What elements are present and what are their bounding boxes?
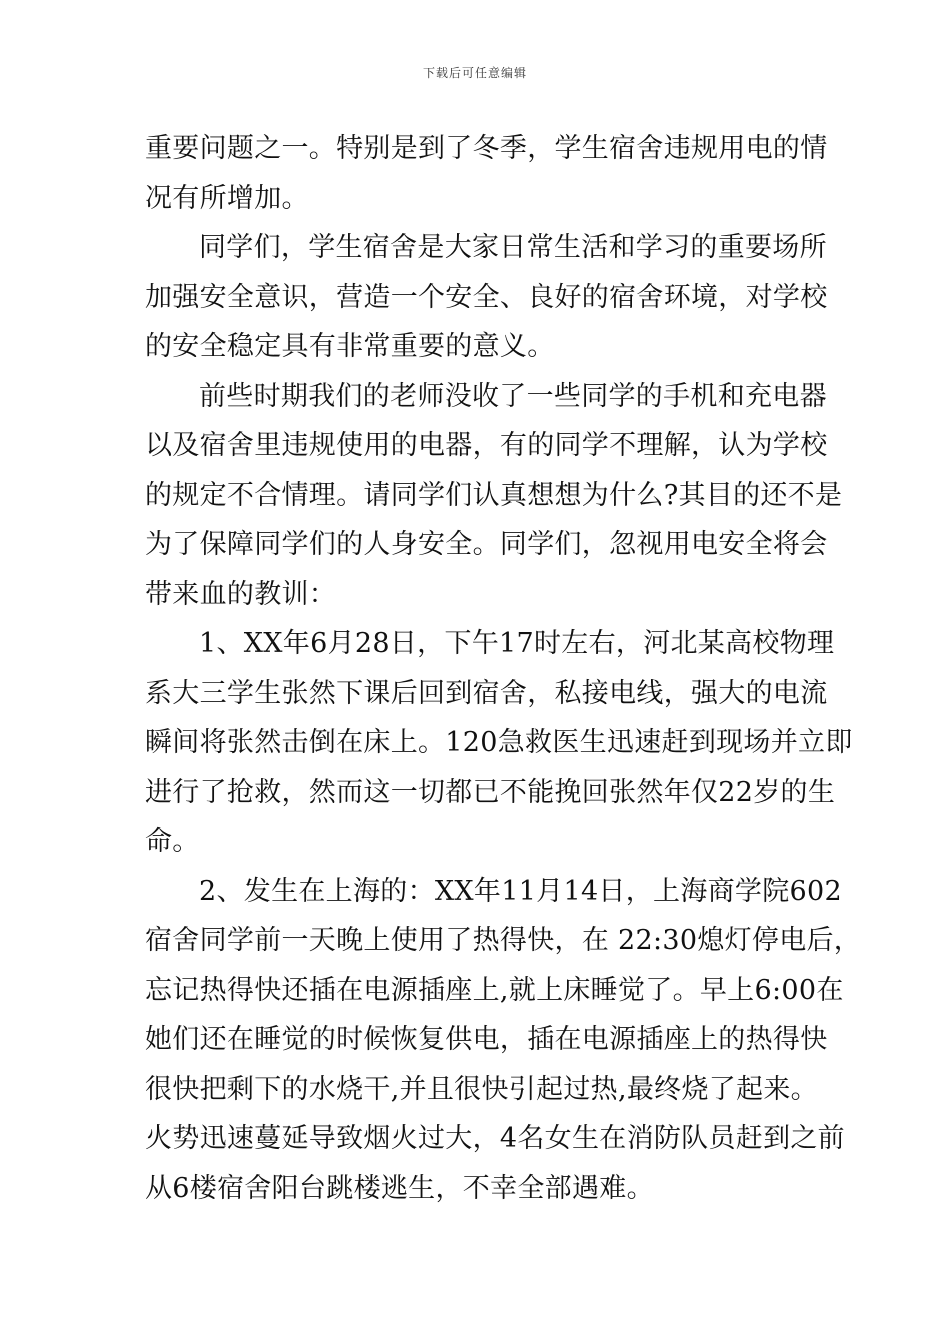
text-line: 的规定不合情理。请同学们认真想想为什么?其目的还不是 bbox=[145, 479, 843, 511]
text-line: 忘记热得快还插在电源插座上,就上床睡觉了。早上6:00在 bbox=[145, 974, 844, 1006]
paragraph-first-line: 同学们，学生宿舍是大家日常生活和学习的重要场所 bbox=[199, 232, 827, 263]
text-line: 的安全稳定具有非常重要的意义。 bbox=[145, 331, 555, 362]
paragraph-first-line: 1、XX年6月28日，下午17时左右，河北某高校物理 bbox=[199, 628, 835, 659]
text-line: 况有所增加。 bbox=[145, 182, 309, 214]
text-line: 宿舍同学前一天晚上使用了热得快，在 22:30熄灯停电后， bbox=[145, 925, 862, 956]
text-line: 从6楼宿舍阳台跳楼逃生，不幸全部遇难。 bbox=[145, 1172, 654, 1204]
header-note: 下载后可任意编辑 bbox=[422, 66, 527, 80]
text-line: 火势迅速蔓延导致烟火过大，4名女生在消防队员赶到之前 bbox=[145, 1123, 845, 1154]
text-line: 很快把剩下的水烧干,并且很快引起过热,最终烧了起来。 bbox=[145, 1073, 818, 1105]
text-line: 进行了抢救，然而这一切都已不能挽回张然年仅22岁的生 bbox=[145, 776, 836, 808]
document-body bbox=[145, 124, 862, 1213]
text-line: 带来血的教训： bbox=[145, 578, 337, 610]
text-line: 重要问题之一。特别是到了冬季，学生宿舍违规用电的情 bbox=[145, 133, 828, 164]
paragraph-first-line: 2、发生在上海的：XX年11月14日，上海商学院602 bbox=[199, 875, 842, 907]
text-line: 加强安全意识，营造一个安全、良好的宿舍环境，对学校 bbox=[145, 281, 828, 313]
paragraph-first-line: 前些时期我们的老师没收了一些同学的手机和充电器 bbox=[199, 380, 827, 412]
text-line: 瞬间将张然击倒在床上。120急救医生迅速赶到现场并立即 bbox=[145, 727, 853, 758]
text-line: 以及宿舍里违规使用的电器，有的同学不理解，认为学校 bbox=[145, 430, 828, 461]
text-line: 为了保障同学们的人身安全。同学们，忽视用电安全将会 bbox=[145, 529, 828, 560]
text-line: 系大三学生张然下课后回到宿舍，私接电线，强大的电流 bbox=[145, 677, 828, 709]
text-line: 她们还在睡觉的时候恢复供电，插在电源插座上的热得快 bbox=[145, 1024, 828, 1055]
text-line: 命。 bbox=[145, 826, 200, 857]
